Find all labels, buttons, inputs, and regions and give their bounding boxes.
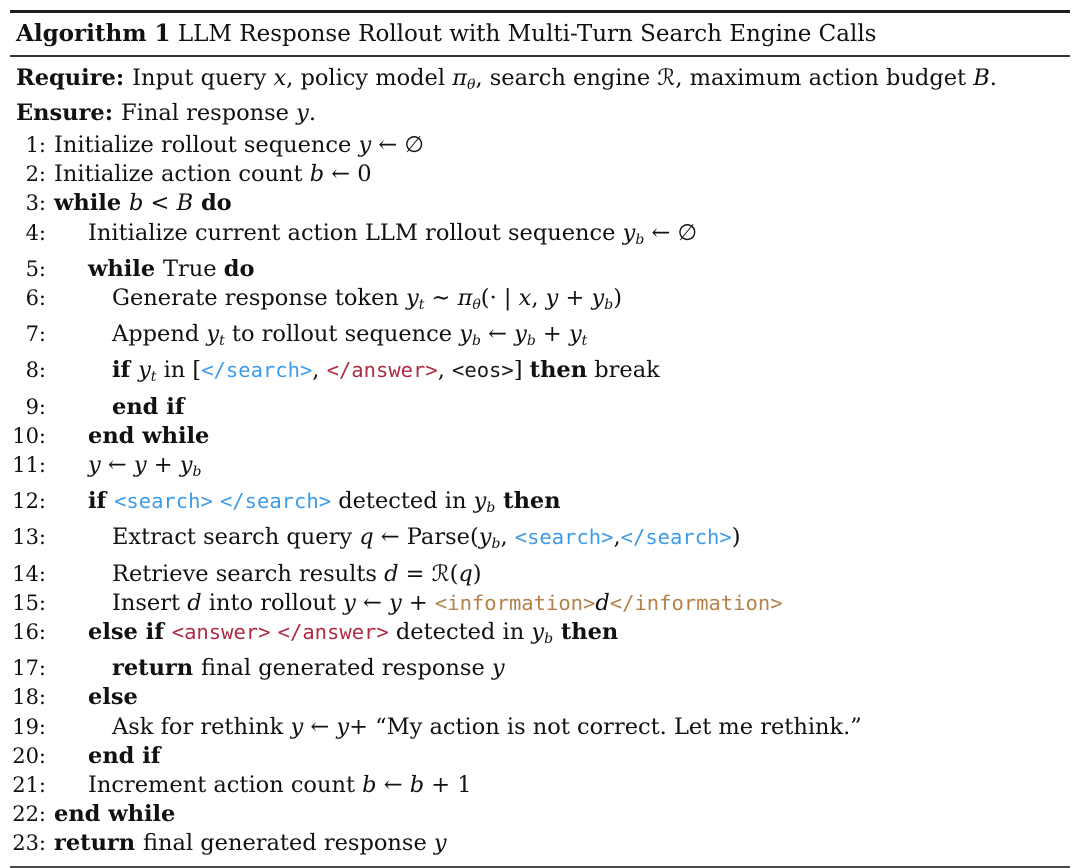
math-var: y [358, 132, 372, 158]
line-content [46, 742, 160, 771]
math-var: y [568, 321, 582, 348]
algorithm-line-4 [10, 219, 1070, 255]
line-number: 18: [12, 685, 46, 710]
line-content [46, 189, 232, 218]
algorithm-line-13 [10, 523, 1070, 559]
search-tag-token: </search> [620, 525, 732, 550]
algorithm-line-12 [10, 487, 1070, 523]
algorithm-line-1 [10, 131, 1070, 160]
math-subscript: θ [467, 77, 476, 93]
algorithm-line-18 [10, 683, 1070, 712]
math-var: y [591, 285, 605, 312]
text-segment: + [146, 452, 180, 479]
text-segment: end if [112, 393, 185, 420]
math-var: y [88, 452, 101, 479]
math-var: q [458, 560, 473, 587]
math-var: b [362, 772, 377, 799]
math-subscript: t [418, 297, 425, 314]
text-segment: ] [513, 357, 530, 384]
text-segment: Append [112, 321, 207, 348]
line-content [46, 356, 660, 392]
text-segment: ∼ [424, 285, 458, 312]
ensure-line [10, 99, 1070, 127]
text-segment: then [553, 619, 619, 646]
line-content [46, 589, 783, 618]
text-segment: detected in [388, 619, 532, 646]
search-tag-token: </search> [219, 489, 332, 514]
line-number: 15: [12, 590, 46, 615]
line-content [46, 219, 697, 255]
math-var: y [514, 321, 527, 348]
math-subscript: b [486, 500, 496, 517]
line-number: 9: [25, 394, 46, 419]
text-segment: , [613, 524, 621, 551]
math-var: b [409, 772, 425, 799]
algorithm-title [10, 13, 1070, 55]
line-number: 7: [25, 322, 46, 347]
text-segment: ( [449, 560, 459, 587]
text-segment: Final response [121, 100, 297, 126]
text-segment: , policy model [286, 65, 453, 91]
text-segment: ← ∅ [371, 132, 424, 158]
text-segment: return [54, 830, 143, 857]
text-segment: . [308, 100, 317, 126]
math-subscript: b [491, 536, 501, 553]
text-segment [271, 619, 278, 645]
math-var: y [343, 589, 356, 616]
calligraphic-r: ℛ [431, 560, 450, 587]
line-content [46, 284, 622, 320]
text-segment: + [401, 589, 435, 616]
line-content [46, 654, 505, 683]
line-content [46, 422, 209, 451]
text-segment: . [989, 65, 997, 91]
line-content [46, 255, 254, 284]
line-number: 5: [25, 256, 46, 281]
text-segment: ← [376, 772, 410, 799]
math-var: y [622, 219, 636, 246]
line-number: 4: [25, 220, 46, 245]
answer-tag-token: <answer> [171, 620, 271, 645]
math-var: B [973, 65, 990, 91]
text-segment: , [437, 357, 453, 384]
math-subscript: t [219, 333, 225, 350]
eos-token: <eos> [452, 358, 514, 383]
math-subscript: t [150, 369, 157, 386]
line-content [46, 560, 482, 589]
text-segment: Require: [16, 65, 125, 91]
math-subscript: b [471, 333, 481, 350]
text-segment: Initialize current action LLM rollout sequence [88, 219, 623, 246]
text-segment: LLM Response Rollout with Multi-Turn Search Engine Calls [170, 21, 877, 47]
text-segment: end while [88, 422, 210, 449]
math-var: b [309, 161, 325, 188]
answer-tag-token: </answer> [326, 358, 438, 383]
text-segment: ) [613, 285, 622, 312]
algorithm-line-19 [10, 713, 1070, 742]
line-number: 22: [12, 802, 46, 827]
math-subscript: b [526, 333, 536, 350]
text-segment: final generated response [142, 830, 434, 857]
text-segment: while [54, 190, 129, 217]
math-var: q [359, 524, 374, 551]
text-segment: (· | [480, 285, 519, 312]
text-segment: detected in [331, 488, 474, 515]
text-segment: in [ [156, 357, 202, 384]
math-var: d [187, 589, 202, 616]
algorithm-line-11 [10, 451, 1070, 487]
line-number: 12: [12, 489, 46, 514]
line-content [46, 618, 618, 654]
require-line [10, 64, 1070, 99]
text-segment: , [500, 524, 515, 551]
algorithm-line-14 [10, 560, 1070, 589]
math-subscript: b [604, 297, 614, 314]
text-segment: if [88, 488, 115, 515]
math-var: y [406, 285, 419, 312]
algorithm-figure [0, 10, 1080, 868]
text-segment: + “My action is not correct. Let me rethink.” [349, 713, 862, 740]
line-content [46, 131, 424, 160]
text-segment: ← [303, 713, 337, 740]
text-segment: end while [54, 801, 176, 828]
search-tag-token: </search> [201, 358, 313, 383]
math-var: y [389, 589, 402, 616]
line-number: 10: [12, 423, 46, 448]
algorithm-line-3 [10, 189, 1070, 218]
bottom-rule [10, 866, 1070, 868]
line-content [46, 523, 741, 559]
text-segment: Increment action count [88, 772, 363, 799]
algorithm-line-6 [10, 284, 1070, 320]
text-segment: Ask for rethink [112, 713, 291, 740]
algorithm-line-15 [10, 589, 1070, 618]
text-segment: break [587, 357, 660, 384]
algorithm-line-7 [10, 320, 1070, 356]
line-number: 14: [12, 561, 46, 586]
line-content [46, 683, 138, 712]
line-number: 3: [25, 191, 46, 216]
math-subscript: θ [472, 297, 481, 314]
algorithm-line-17 [10, 654, 1070, 683]
line-number: 1: [25, 133, 46, 157]
math-var: π [452, 65, 467, 91]
text-segment: ← 0 [324, 161, 372, 188]
math-var: y [206, 321, 220, 348]
math-var: y [336, 713, 350, 740]
text-segment: ) [731, 524, 741, 551]
line-number: 2: [25, 162, 46, 187]
line-content [46, 487, 561, 523]
text-segment: + [558, 285, 592, 312]
algorithm-line-8 [10, 356, 1070, 392]
math-var: b [128, 190, 144, 217]
math-subscript: b [635, 231, 645, 248]
text-segment: to rollout sequence [224, 321, 460, 348]
text-segment: ← Parse( [373, 524, 479, 551]
line-content [46, 713, 862, 742]
text-segment: Insert [112, 589, 188, 616]
text-segment: ← ∅ [644, 219, 698, 246]
line-number: 23: [12, 831, 46, 856]
calligraphic-r: ℛ [657, 65, 676, 91]
text-segment: , [531, 285, 546, 312]
math-var: y [433, 830, 447, 857]
line-number: 21: [12, 773, 46, 798]
algorithm-line-20 [10, 742, 1070, 771]
text-segment: else if [88, 619, 172, 646]
text-segment: ) [472, 560, 482, 587]
text-segment: end if [88, 742, 161, 769]
text-segment [213, 488, 220, 514]
text-segment: Initialize rollout sequence [54, 132, 359, 158]
line-number: 8: [25, 358, 46, 383]
text-segment: Extract search query [112, 524, 360, 551]
algorithm-line-10 [10, 422, 1070, 451]
line-number: 16: [12, 620, 46, 645]
text-segment: ← [100, 452, 134, 479]
line-number: 17: [12, 656, 46, 681]
math-var: π [457, 285, 473, 312]
line-number: 20: [12, 743, 46, 768]
answer-tag-token: </answer> [277, 620, 389, 645]
math-subscript: t [581, 333, 588, 350]
text-segment: final generated response [200, 655, 492, 682]
algorithm-line-9 [10, 393, 1070, 422]
math-subscript: b [192, 464, 202, 481]
math-var: y [179, 452, 193, 479]
algorithm-body [10, 131, 1070, 859]
text-segment: Algorithm 1 [16, 20, 171, 47]
text-segment: while [88, 255, 163, 282]
math-var: y [290, 713, 304, 740]
text-segment: return [112, 655, 201, 682]
text-segment: + [535, 321, 569, 348]
text-segment: , search engine [475, 65, 658, 91]
text-segment: if [112, 357, 139, 384]
line-number: 11: [12, 453, 46, 478]
line-number: 13: [12, 525, 46, 550]
text-segment: + 1 [424, 772, 472, 799]
math-var: x [273, 65, 287, 91]
information-tag-token: <information> [434, 590, 596, 615]
math-var: y [491, 655, 505, 682]
line-number: 6: [25, 286, 46, 311]
math-var: y [133, 452, 147, 479]
information-tag-token: </information> [609, 590, 783, 615]
text-segment: Initialize action count [54, 161, 310, 188]
search-tag-token: <search> [514, 525, 614, 550]
math-var: y [531, 619, 545, 646]
math-var: d [384, 560, 399, 587]
math-subscript: b [544, 631, 554, 648]
header-rule [10, 55, 1070, 57]
line-content [46, 451, 201, 487]
line-content [46, 320, 587, 356]
math-var: y [296, 100, 309, 126]
algorithm-line-23 [10, 829, 1070, 858]
line-content [46, 393, 184, 422]
line-content [46, 771, 472, 800]
search-tag-token: <search> [114, 489, 213, 514]
math-var: y [478, 524, 492, 551]
text-segment: ← [355, 589, 390, 616]
math-var: y [459, 321, 472, 348]
text-segment: Generate response token [112, 285, 407, 312]
text-segment: True [162, 255, 224, 282]
algorithm-line-2 [10, 160, 1070, 189]
text-segment: then [495, 488, 561, 515]
math-var: y [473, 488, 487, 515]
line-content [46, 829, 447, 858]
text-segment: do [193, 190, 232, 217]
algorithm-line-21 [10, 771, 1070, 800]
math-var: x [518, 285, 532, 312]
text-segment: Retrieve search results [112, 560, 385, 587]
text-segment: Ensure: [16, 100, 114, 126]
math-var: y [545, 285, 559, 312]
text-segment: Input query [132, 65, 274, 91]
math-var: B [176, 190, 194, 217]
text-segment: < [143, 190, 177, 217]
line-number: 19: [12, 714, 46, 739]
text-segment: , [312, 357, 327, 384]
text-segment: do [223, 255, 255, 282]
math-var: y [138, 357, 151, 384]
text-segment: else [88, 684, 138, 711]
line-content [46, 160, 372, 189]
text-segment: ← [480, 321, 515, 348]
text-segment: into rollout [201, 589, 344, 616]
math-var: d [595, 589, 610, 616]
text-segment: then [529, 357, 588, 384]
algorithm-line-5 [10, 255, 1070, 284]
text-segment: = [398, 560, 432, 587]
algorithm-line-16 [10, 618, 1070, 654]
text-segment: , maximum action budget [675, 65, 974, 91]
